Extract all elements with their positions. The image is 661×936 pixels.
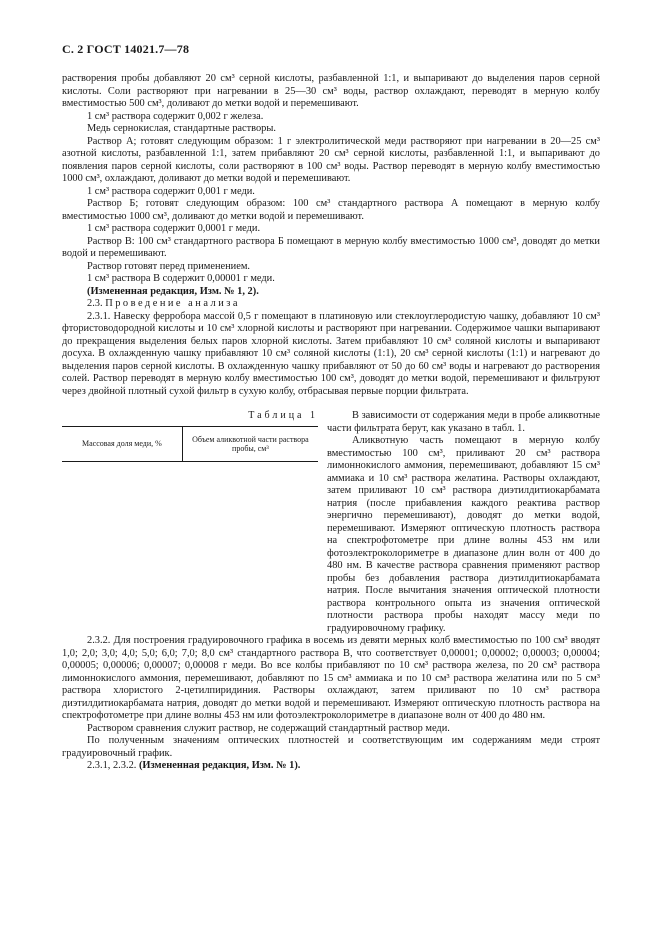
body-text <box>62 73 600 773</box>
section-number: 2.3. <box>87 298 103 309</box>
page-header: С. 2 ГОСТ 14021.7—78 <box>62 42 190 56</box>
paragraph: По полученным значениям оптических плотностей и соответствующим им содержаниям меди строят градуировочный график. <box>62 735 600 759</box>
clause-ref: 2.3.1, 2.3.2. <box>87 760 137 771</box>
paragraph: В зависимости от содержания меди в пробе аликвотные части фильтрата берут, как указано в табл. 1. <box>327 410 600 434</box>
paragraph: Раствор готовят перед применением. <box>87 260 251 272</box>
side-text <box>327 410 600 635</box>
table-wrap <box>62 410 600 635</box>
table-caption: Таблица 1 <box>248 410 318 421</box>
paragraph: 2.3.1. Навеску ферробора массой 0,5 г помещают в платиновую или стеклоуглеродистую чашку, добавляют 10 см³ фтористоводородной кислоты и 10 см³ хлорной кислоты и растворяют при нагревании. Содержимое чашки выпаривают до прекращения выделения белых паров хлорной кислоты. Затем прибавляют 10 см³ соляной кислоты и выпаривают досуха. В охлажденную чашку прибавляют 10 см³ соляной кислоты (1:1), 20 см³ серной кислоты (1:1) и нагревают до выделения паров серной кислоты. В охлажденную чашку прибавляют от 50 до 60 см³ воды и нагревают до растворения солей. Раствор переводят в мерную колбу вместимостью 100 см³, доводят до метки водой, перемешивают и фильтруют через двойной плотный сухой фильтр в сухую колбу, отбрасывая первые порции фильтрата. <box>62 310 600 397</box>
paragraph: Раствором сравнения служит раствор, не содержащий стандартный раствор меди. <box>87 722 450 734</box>
amendment-note <box>62 760 600 773</box>
paragraph: Раствор Б; готовят следующим образом: 100 см³ стандартного раствора А помещают в мерную колбу вместимостью 1000 см³, доливают до метки водой и перемешивают. <box>62 198 600 222</box>
paragraph: Аликвотную часть помещают в мерную колбу вместимостью 100 см³, приливают 20 см³ раствора лимоннокислого аммония, перемешивают, добавляют 15 см³ аммиака и 10 см³ раствора желатина. Растворы охлаждают, затем приливают 10 см³ раствора диэтилдитиокарбамата натрия (после прибавления каждого реактива раствор энергично перемешивают), доводят до метки водой, перемешивают. Измеряют оптическую плотность раствора на спектрофотометре при длине волны 453 нм или фотоэлектроколориметре в диапазоне длин волн от 400 до 480 нм. В качестве раствора сравнения применяют раствор пробы без добавления раствора диэтилдитиокарбамата натрия. После вычитания значения оптической плотности раствора контрольного опыта из значения оптической плотности раствора пробы находят массу меди по градуировочному графику. <box>327 435 600 634</box>
paragraph: 1 см³ раствора содержит 0,001 г меди. <box>87 185 255 197</box>
paragraph: 2.3.2. Для построения градуировочного графика в восемь из девяти мерных колб вместимостью по 100 см³ вводят 1,0; 2,0; 3,0; 4,0; 5,0; 6,0; 7,0; 8,0 см³ стандартного раствора В, что соответствует 0,00001; 0,00002; 0,00003; 0,00004; 0,00005; 0,00006; 0,00007; 0,00008 г меди. Во все колбы прибавляют по 10 см³ раствора железа, по 20 см³ раствора лимоннокислого аммония, перемешивают, добавляют по 15 см³ аммиака и по 10 см³ раствора желатина или по 5 см³ раствора хлористого 2-цетилпиридиния. Растворы охлаждают, затем приливают по 10 см³ раствора диэтилдитиокарбамата натрия, доводят до метки водой и перемешивают. Измеряют оптическую плотность раствора на спектрофотометре при длине волны 453 нм или фотоэлектроколориметре в диапазоне волн от 400 до 480 нм. <box>62 635 600 721</box>
paragraph: Медь сернокислая, стандартные растворы. <box>87 123 276 134</box>
document-page <box>62 42 600 773</box>
paragraph: Раствор А; готовят следующим образом: 1 г электролитической меди растворяют при нагревании в 20—25 см³ азотной кислоты, разбавленной 1:1, затем прибавляют 20 см³ серной кислоты, разбавленной 1:1, и выпаривают до появления паров серной кислоты, соли растворяют в 100 см³ воды. Раствор переводят в мерную колбу вместимостью 1000 см³, охлаждают, доливают до метки водой и перемешивают. <box>62 135 600 184</box>
table-header-cell: Массовая доля меди, % <box>62 427 182 462</box>
paragraph: 1 см³ раствора содержит 0,002 г железа. <box>87 110 264 122</box>
paragraph: растворения пробы добавляют 20 см³ серной кислоты, разбавленной 1:1, и выпаривают до выделения паров серной кислоты. Соли растворяют при нагревании в 25—30 см³ воды, раствор охлаждают, переводят в мерную колбу вместимостью 500 см³, доливают до метки водой и перемешивают. <box>62 73 600 109</box>
section-heading <box>62 298 600 311</box>
amendment-label: (Измененная редакция, Изм. № 1). <box>138 760 301 771</box>
paragraph: 1 см³ раствора В содержит 0,00001 г меди. <box>87 273 275 284</box>
amendment-note: (Измененная редакция, Изм. № 1, 2). <box>87 285 259 297</box>
table-header-row <box>62 427 318 462</box>
paragraph: 1 см³ раствора содержит 0,0001 г меди. <box>87 223 261 234</box>
table-1 <box>62 426 318 462</box>
paragraph: Раствор В: 100 см³ стандартного раствора Б помещают в мерную колбу вместимостью 1000 см³, доводят до метки водой и перемешивают. <box>62 235 600 259</box>
section-title: Проведение анализа <box>105 298 240 309</box>
table-header-cell: Объем аликвотной части раствора пробы, см³ <box>182 427 318 462</box>
